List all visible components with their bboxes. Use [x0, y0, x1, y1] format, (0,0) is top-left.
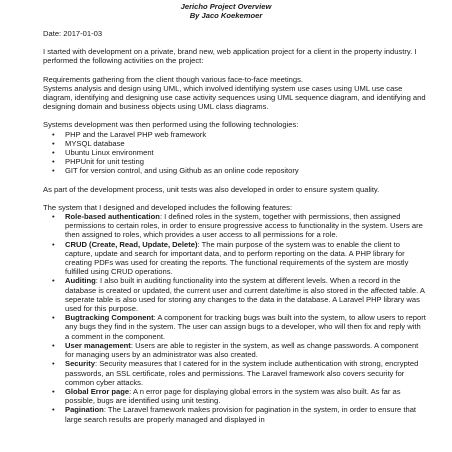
feature-name: Bugtracking Component [65, 313, 154, 323]
list-item: • PHPUnit for unit testing [65, 157, 426, 166]
feature-name: Pagination [65, 405, 104, 415]
feature-item [65, 313, 426, 341]
feature-text: : Security measures that I catered for in the system include authentication with strong, encrypted passwords, an SSL certificate, roles and permissions. The Laravel framework also covers security for common cyber attacks. [65, 359, 419, 387]
document-date: Date: 2017-01-03 [43, 29, 103, 38]
document-author: By Jaco Koekemoer [189, 11, 263, 20]
feature-name: User management [65, 340, 131, 350]
feature-text: : The main purpose of the system was to enable the client to capture, update and search for important data, and to perform reporting on the data. A PHP library for creating PDFs was used for creating the reports. The functional requirements of the system are mostly fulfilled using CRUD operations. [65, 239, 409, 277]
feature-name: Global Error page [65, 386, 130, 396]
list-item: • PHP and the Laravel PHP web framework [65, 130, 426, 139]
feature-item [65, 405, 426, 423]
feature-text: : A n error page for displaying global errors in the system was also built. As far as possible, bugs are identified using unit testing. [65, 386, 401, 406]
testing-paragraph: As part of the development process, unit tests was also developed in order to ensure system quality. [43, 184, 380, 194]
feature-item [65, 359, 426, 387]
feature-item [65, 341, 426, 359]
intro-paragraph: I started with development on a private, brand new, web application project for a client in the property industry. I performed the following activities on the project: [43, 47, 417, 66]
technologies-list [43, 130, 426, 176]
feature-name: Auditing [65, 276, 96, 286]
feature-item [65, 212, 426, 240]
feature-item [65, 240, 426, 277]
feature-text: : The Laravel framework makes provision for pagination in the system, in order to ensure that large search results are properly managed and displayed in [65, 405, 417, 424]
document-title: Jericho Project Overview [180, 2, 272, 11]
list-item: • Ubuntu Linux environment [65, 148, 426, 157]
feature-text: : A component for tracking bugs was built into the system, to allow users to report any bugs they find in the system. The user can assign bugs to a developer, who will then fix and reply with a comment in the component. [65, 313, 426, 341]
title-block [26, 2, 426, 20]
requirements-line: Requirements gathering from the client though various face-to-face meetings. [43, 74, 304, 84]
list-item: • GIT for version control, and using Github as an online code repository [65, 166, 426, 175]
requirements-paragraph [43, 75, 426, 112]
feature-text: : I also built in auditing functionality into the system at different levels. When a record in the database is created or updated, the current user and current date/time is also stored in the affected table. A seperate table is also used for storing any changes to the data in the database. A Laravel PHP library was used for this purpose. [65, 276, 425, 314]
list-item: • MYSQL database [65, 139, 426, 148]
feature-name: Security [65, 359, 95, 369]
feature-item [65, 276, 426, 313]
feature-name: Role-based authentication [65, 212, 160, 222]
feature-text: : Users are able to register in the system, as well as change passwords. A component for managing users by an administrator was also created. [65, 340, 419, 360]
feature-item [65, 387, 426, 405]
technologies-intro: Systems development was then performed using the following technologies: [43, 120, 299, 130]
features-list [43, 212, 426, 424]
requirements-line: Systems analysis and design using UML, which involved identifying system use cases using UML use case diagram, identifying and designing use case activity sequences using UML sequence diagram, and identifying and designing domain and business objects using UML class diagrams. [43, 83, 426, 112]
feature-name: CRUD (Create, Read, Update, Delete) [65, 239, 198, 249]
feature-text: : I defined roles in the system, together with permissions, then assigned permissions to certain roles, in order to ensure progressive access to functionality in the system. Users are then assigned to roles, which provides a user access to all permissions for a role. [65, 212, 423, 240]
features-intro: The system that I designed and developed includes the following features: [43, 202, 293, 212]
